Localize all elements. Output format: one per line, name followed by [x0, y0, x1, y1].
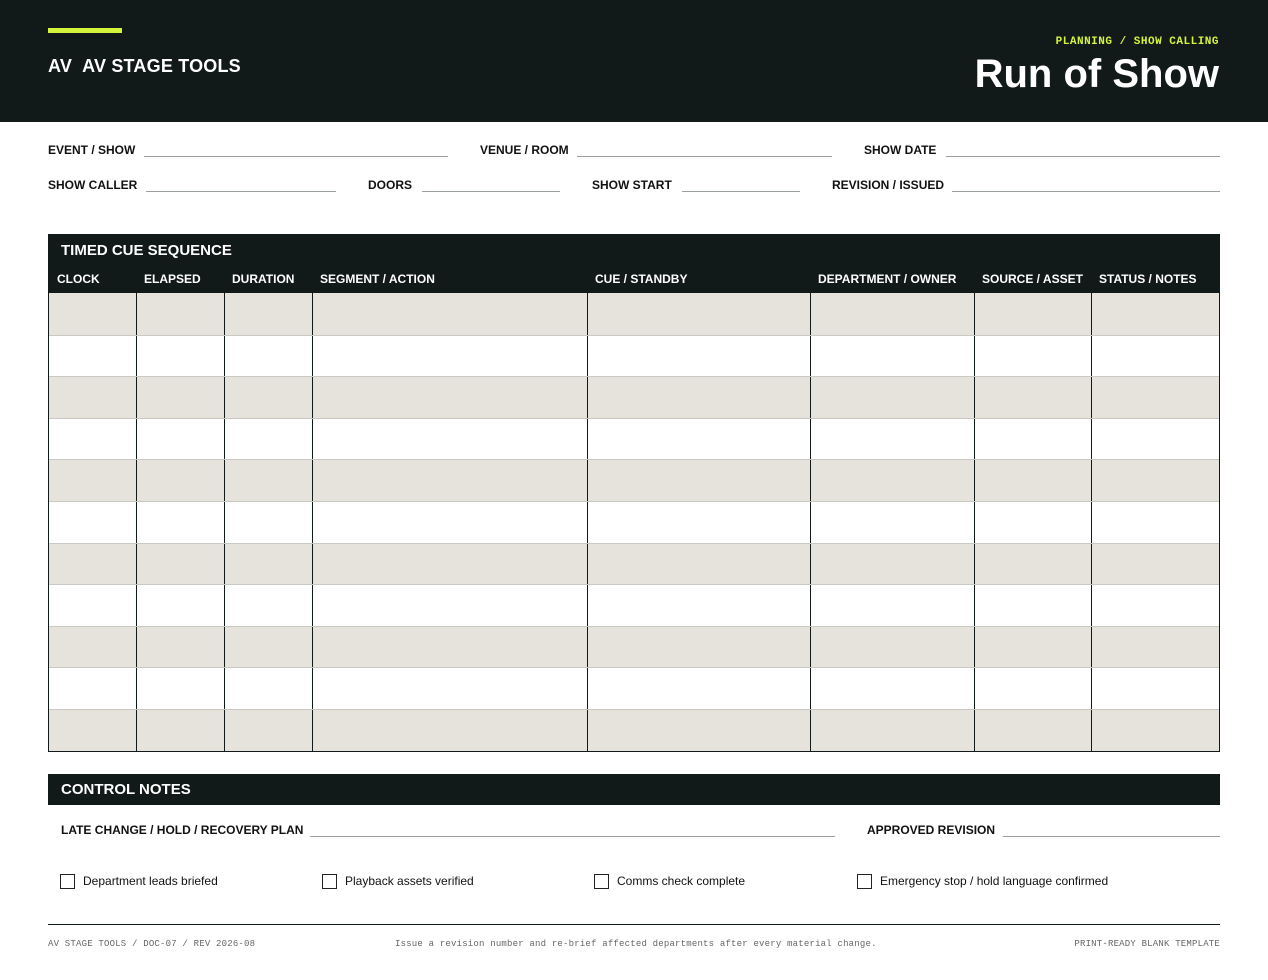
- checkbox[interactable]: [594, 874, 609, 889]
- show-date-line[interactable]: [946, 156, 1220, 157]
- table-cell[interactable]: [587, 419, 810, 460]
- table-cell[interactable]: [810, 502, 974, 543]
- checklist-item[interactable]: [857, 873, 1108, 889]
- table-cell[interactable]: [974, 544, 1091, 585]
- approved-revision-field[interactable]: [867, 823, 1220, 843]
- revision-issued-label: REVISION / ISSUED: [832, 178, 945, 192]
- table-cell[interactable]: [136, 710, 224, 751]
- table-cell[interactable]: [587, 460, 810, 501]
- table-cell[interactable]: [312, 710, 587, 751]
- checklist-label: Playback assets verified: [345, 874, 474, 888]
- table-cell[interactable]: [224, 668, 312, 709]
- table-cell[interactable]: [312, 377, 587, 418]
- table-cell[interactable]: [1091, 377, 1219, 418]
- checklist-item[interactable]: [60, 873, 218, 889]
- table-cell[interactable]: [974, 710, 1091, 751]
- table-cell[interactable]: [49, 460, 136, 501]
- table-cell[interactable]: [224, 544, 312, 585]
- table-cell[interactable]: [587, 293, 810, 335]
- event-show-label: EVENT / SHOW: [48, 143, 136, 157]
- cue-table-title: TIMED CUE SEQUENCE: [49, 235, 1219, 264]
- brand-logo-mark: AV: [48, 56, 73, 76]
- table-cell[interactable]: [312, 419, 587, 460]
- table-cell[interactable]: [587, 502, 810, 543]
- doors-field[interactable]: [368, 178, 560, 198]
- column-header-status-notes: STATUS / NOTES: [1099, 272, 1197, 286]
- table-cell[interactable]: [1091, 668, 1219, 709]
- table-cell[interactable]: [224, 502, 312, 543]
- table-row: [49, 293, 1219, 335]
- table-cell[interactable]: [136, 293, 224, 335]
- table-row: [49, 667, 1219, 709]
- table-cell[interactable]: [974, 585, 1091, 626]
- footer-template-label: PRINT-READY BLANK TEMPLATE: [1074, 939, 1220, 949]
- table-cell[interactable]: [810, 585, 974, 626]
- late-change-line[interactable]: [310, 836, 835, 837]
- brand: [48, 56, 241, 77]
- footer-divider: [48, 924, 1220, 925]
- table-cell[interactable]: [312, 336, 587, 377]
- table-cell[interactable]: [49, 585, 136, 626]
- table-row: [49, 709, 1219, 751]
- brand-name: AV STAGE TOOLS: [82, 56, 241, 76]
- table-cell[interactable]: [224, 377, 312, 418]
- revision-issued-field[interactable]: [832, 178, 1220, 198]
- table-cell[interactable]: [224, 627, 312, 668]
- table-cell[interactable]: [1091, 544, 1219, 585]
- accent-bar: [48, 28, 122, 33]
- table-cell[interactable]: [810, 668, 974, 709]
- cue-sequence-table: [48, 234, 1220, 752]
- show-start-label: SHOW START: [592, 178, 672, 192]
- table-cell[interactable]: [49, 668, 136, 709]
- table-row: [49, 543, 1219, 585]
- table-cell[interactable]: [312, 293, 587, 335]
- footer-instruction: Issue a revision number and re-brief affected departments after every material change.: [395, 939, 877, 949]
- table-cell[interactable]: [587, 627, 810, 668]
- table-cell[interactable]: [224, 336, 312, 377]
- table-cell[interactable]: [136, 668, 224, 709]
- table-cell[interactable]: [1091, 336, 1219, 377]
- table-cell[interactable]: [810, 544, 974, 585]
- table-cell[interactable]: [136, 544, 224, 585]
- table-cell[interactable]: [1091, 419, 1219, 460]
- table-row: [49, 459, 1219, 501]
- table-cell[interactable]: [810, 710, 974, 751]
- checkbox[interactable]: [60, 874, 75, 889]
- table-cell[interactable]: [810, 419, 974, 460]
- venue-room-label: VENUE / ROOM: [480, 143, 569, 157]
- column-header-source-asset: SOURCE / ASSET: [982, 272, 1083, 286]
- table-cell[interactable]: [1091, 585, 1219, 626]
- checklist-label: Emergency stop / hold language confirmed: [880, 874, 1109, 888]
- column-header-cue-standby: CUE / STANDBY: [595, 272, 688, 286]
- table-cell[interactable]: [810, 293, 974, 335]
- table-cell[interactable]: [312, 544, 587, 585]
- table-cell[interactable]: [224, 710, 312, 751]
- table-cell[interactable]: [136, 377, 224, 418]
- document-category: PLANNING / SHOW CALLING: [1055, 36, 1219, 48]
- table-cell[interactable]: [974, 377, 1091, 418]
- checklist-item[interactable]: [322, 873, 474, 889]
- table-cell[interactable]: [1091, 502, 1219, 543]
- table-cell[interactable]: [1091, 710, 1219, 751]
- column-header-department-owner: DEPARTMENT / OWNER: [818, 272, 957, 286]
- venue-room-field[interactable]: [480, 143, 832, 163]
- table-cell[interactable]: [1091, 460, 1219, 501]
- table-row: [49, 376, 1219, 418]
- table-cell[interactable]: [136, 627, 224, 668]
- table-cell[interactable]: [810, 377, 974, 418]
- table-cell[interactable]: [136, 585, 224, 626]
- late-change-label: LATE CHANGE / HOLD / RECOVERY PLAN: [61, 823, 304, 837]
- show-caller-field[interactable]: [48, 178, 336, 198]
- show-start-line[interactable]: [682, 191, 800, 192]
- footer-doc-id: AV STAGE TOOLS / DOC-07 / REV 2026-08: [48, 939, 256, 949]
- table-cell[interactable]: [312, 502, 587, 543]
- table-cell[interactable]: [49, 502, 136, 543]
- table-cell[interactable]: [49, 419, 136, 460]
- checkbox[interactable]: [857, 874, 872, 889]
- table-header-row: [49, 264, 1219, 293]
- table-row: [49, 335, 1219, 377]
- table-cell[interactable]: [224, 460, 312, 501]
- table-cell[interactable]: [974, 336, 1091, 377]
- table-cell[interactable]: [587, 544, 810, 585]
- checklist-item[interactable]: [594, 873, 745, 889]
- late-change-field[interactable]: [61, 823, 835, 843]
- table-cell[interactable]: [136, 502, 224, 543]
- table-row: [49, 418, 1219, 460]
- checklist-label: Comms check complete: [617, 874, 746, 888]
- table-cell[interactable]: [587, 377, 810, 418]
- table-cell[interactable]: [1091, 627, 1219, 668]
- table-cell[interactable]: [136, 336, 224, 377]
- table-row: [49, 501, 1219, 543]
- show-date-label: SHOW DATE: [864, 143, 937, 157]
- table-cell[interactable]: [974, 502, 1091, 543]
- revision-issued-line[interactable]: [952, 191, 1220, 192]
- table-cell[interactable]: [312, 585, 587, 626]
- table-cell[interactable]: [810, 460, 974, 501]
- table-cell[interactable]: [49, 293, 136, 335]
- table-cell[interactable]: [224, 419, 312, 460]
- table-cell[interactable]: [49, 336, 136, 377]
- column-header-elapsed: ELAPSED: [144, 272, 201, 286]
- column-header-duration: DURATION: [232, 272, 295, 286]
- table-body: [49, 293, 1219, 751]
- approved-revision-line[interactable]: [1003, 836, 1220, 837]
- table-cell[interactable]: [49, 377, 136, 418]
- table-row: [49, 584, 1219, 626]
- table-cell[interactable]: [49, 627, 136, 668]
- table-cell[interactable]: [312, 460, 587, 501]
- table-cell[interactable]: [974, 293, 1091, 335]
- event-show-field[interactable]: [48, 143, 448, 163]
- table-cell[interactable]: [1091, 293, 1219, 335]
- checklist-label: Department leads briefed: [83, 874, 218, 888]
- show-caller-line[interactable]: [146, 191, 336, 192]
- table-cell[interactable]: [974, 668, 1091, 709]
- checkbox[interactable]: [322, 874, 337, 889]
- table-cell[interactable]: [810, 336, 974, 377]
- approved-revision-label: APPROVED REVISION: [867, 823, 996, 837]
- table-cell[interactable]: [587, 585, 810, 626]
- venue-room-line[interactable]: [577, 156, 832, 157]
- table-cell[interactable]: [224, 293, 312, 335]
- column-header-clock: CLOCK: [57, 272, 100, 286]
- table-cell[interactable]: [587, 710, 810, 751]
- column-header-segment-action: SEGMENT / ACTION: [320, 272, 435, 286]
- table-cell[interactable]: [587, 336, 810, 377]
- table-cell[interactable]: [810, 627, 974, 668]
- doors-label: DOORS: [368, 178, 413, 192]
- table-cell[interactable]: [587, 668, 810, 709]
- show-start-field[interactable]: [592, 178, 800, 198]
- page-title: Run of Show: [974, 52, 1219, 96]
- event-show-line[interactable]: [144, 156, 448, 157]
- table-cell[interactable]: [136, 460, 224, 501]
- table-cell[interactable]: [136, 419, 224, 460]
- table-cell[interactable]: [312, 627, 587, 668]
- table-cell[interactable]: [974, 627, 1091, 668]
- show-date-field[interactable]: [864, 143, 1220, 163]
- show-caller-label: SHOW CALLER: [48, 178, 138, 192]
- table-cell[interactable]: [974, 460, 1091, 501]
- table-cell[interactable]: [224, 585, 312, 626]
- doors-line[interactable]: [422, 191, 560, 192]
- table-cell[interactable]: [974, 419, 1091, 460]
- table-cell[interactable]: [49, 710, 136, 751]
- table-row: [49, 626, 1219, 668]
- table-cell[interactable]: [49, 544, 136, 585]
- page-header: [0, 0, 1268, 122]
- table-cell[interactable]: [312, 668, 587, 709]
- control-notes-title: CONTROL NOTES: [48, 774, 1220, 805]
